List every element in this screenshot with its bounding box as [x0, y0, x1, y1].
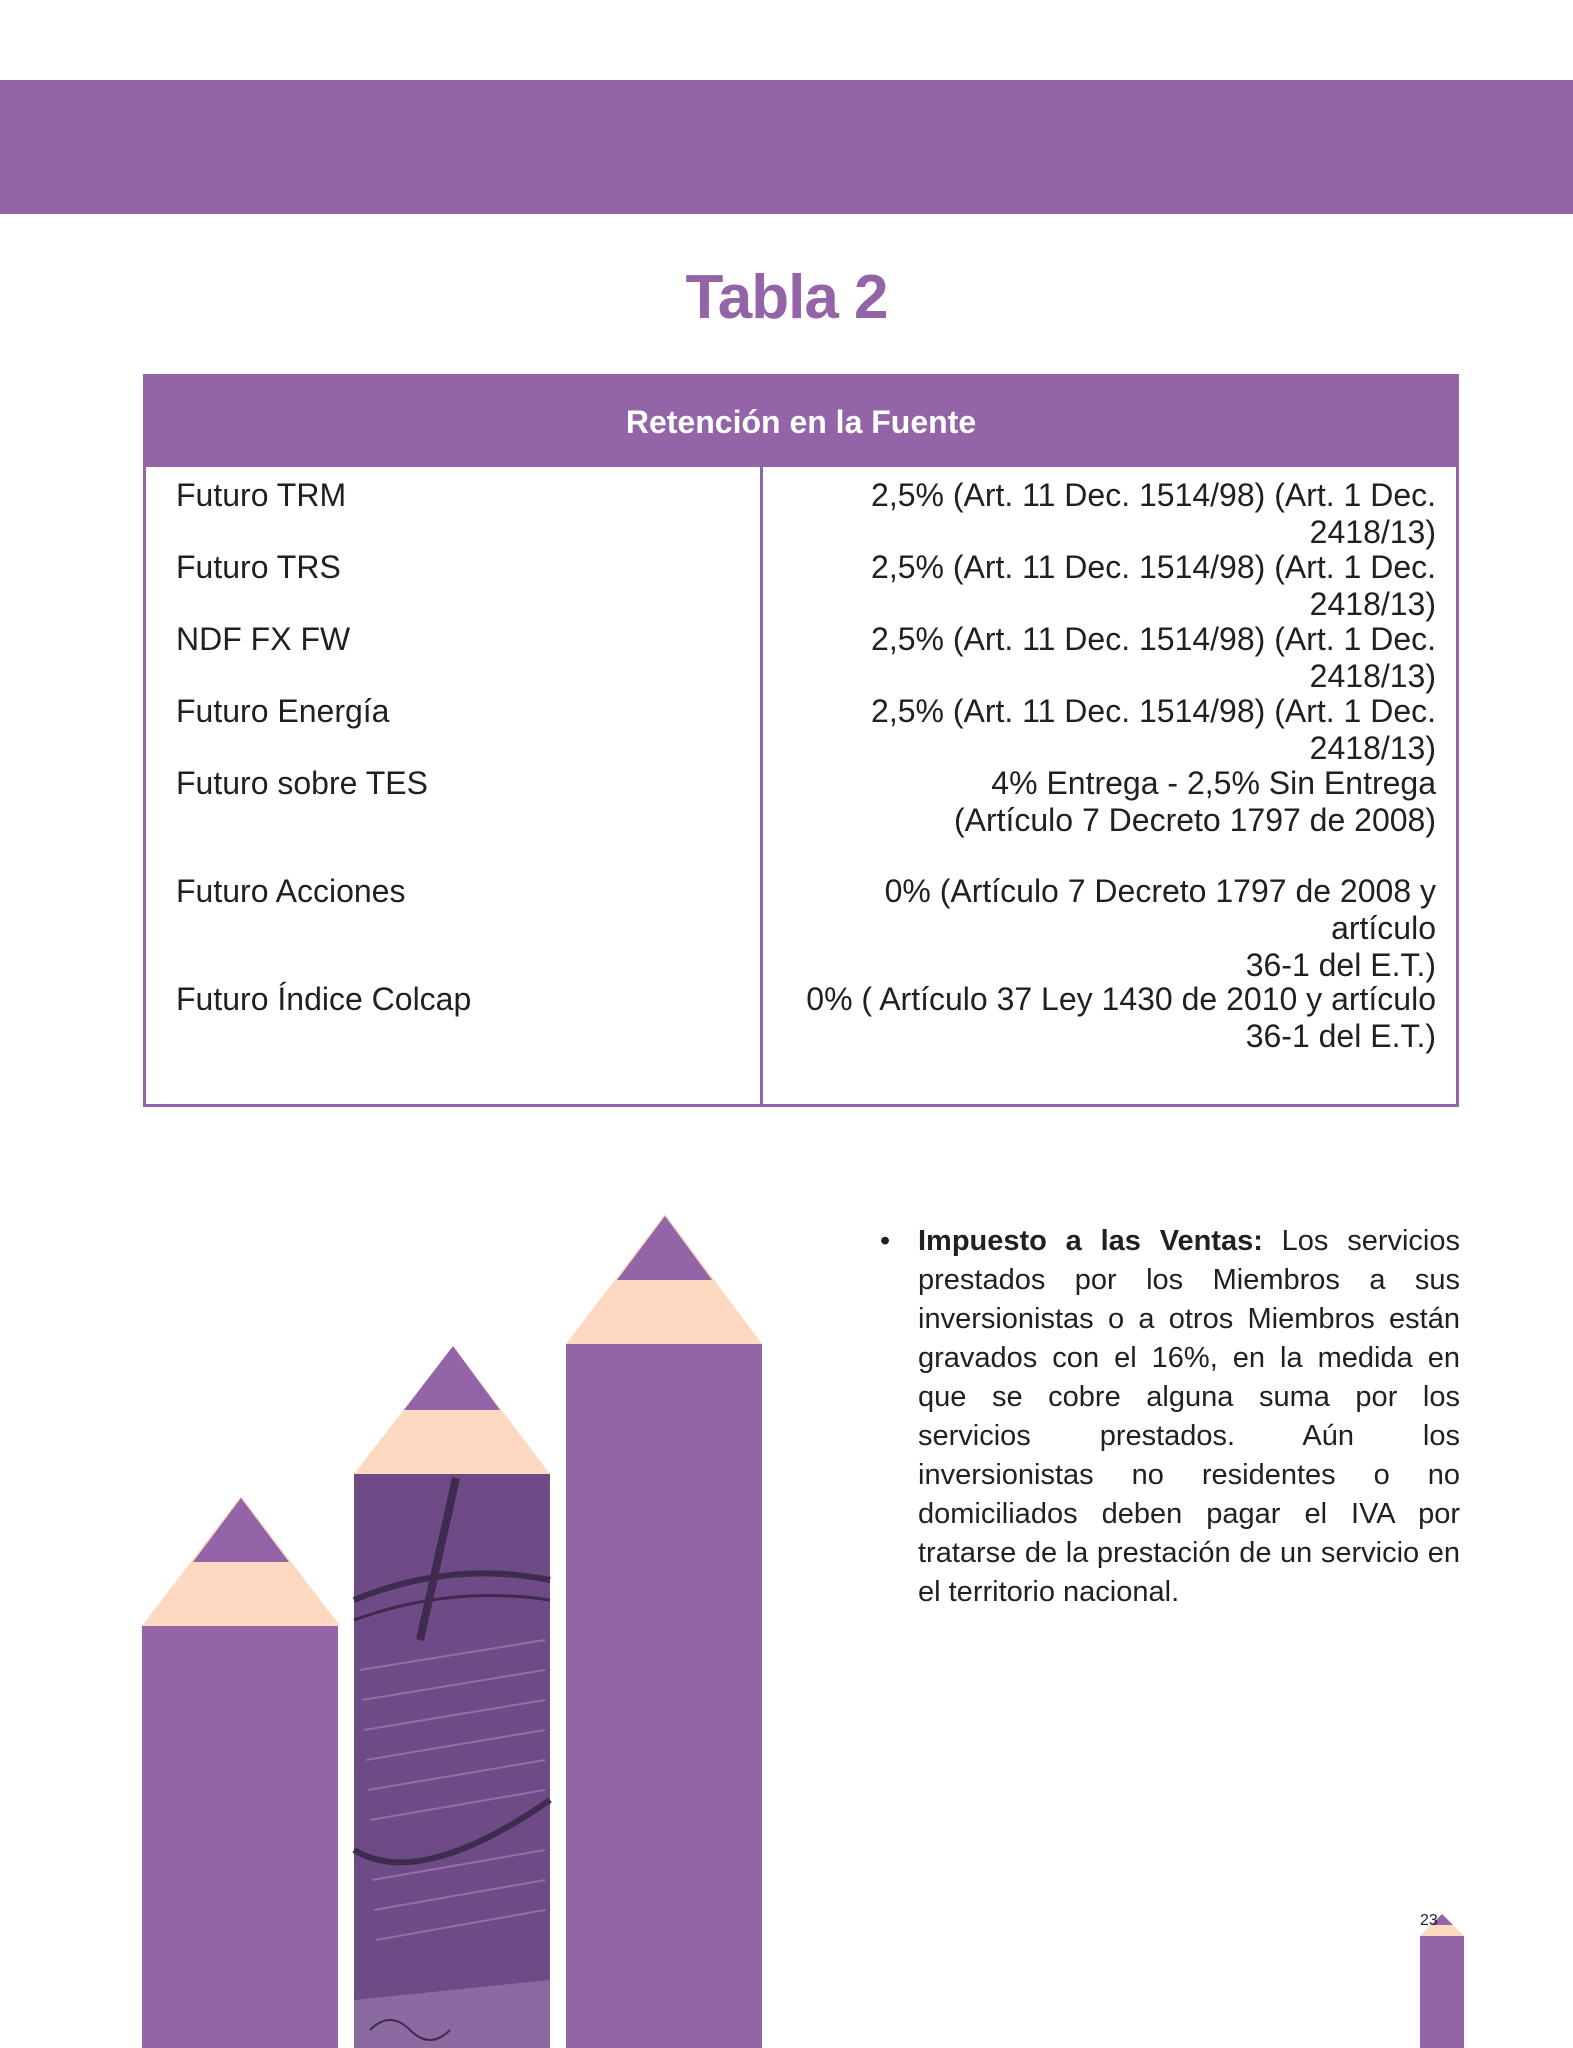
row-value: 0% ( Artículo 37 Ley 1430 de 2010 y artículo 36-1 del E.T.) — [806, 981, 1436, 1054]
bullet-heading: Impuesto a las Ventas: — [918, 1225, 1263, 1257]
row-value: 4% Entrega - 2,5% Sin Entrega (Artículo 7 Decreto 1797 de 2008) — [953, 765, 1436, 838]
row-label: Futuro Energía — [176, 693, 390, 729]
row-label: Futuro TRS — [176, 549, 341, 585]
bullet-body — [918, 1222, 1460, 1612]
row-value: 2,5% (Art. 11 Dec. 1514/98) (Art. 1 Dec. 2418/13) — [871, 477, 1436, 550]
row-label: Futuro TRM — [176, 477, 347, 513]
pencil-tall — [566, 1214, 762, 2048]
bullet-text: Los servicios prestados por los Miembros a sus inversionistas o a otros Miembros están gravados con el 16%, en la medida en que se cobre alguna suma por los servicios prestados. Aún los inversionistas no residentes o no domiciliados deben pagar el IVA por tratarse de la prestación de un servicio en el territorio nacional. — [918, 1225, 1460, 1608]
row-label: Futuro Índice Colcap — [176, 981, 472, 1017]
row-value: 0% (Artículo 7 Decreto 1797 de 2008 y artículo 36-1 del E.T.) — [884, 873, 1436, 983]
row-label: NDF FX FW — [176, 621, 351, 657]
row-value: 2,5% (Art. 11 Dec. 1514/98) (Art. 1 Dec. 2418/13) — [871, 549, 1436, 622]
pencil-photo — [354, 1346, 550, 2048]
table-header: Retención en la Fuente — [146, 377, 1456, 467]
page-title: Tabla 2 — [685, 263, 888, 332]
row-label: Futuro Acciones — [176, 873, 406, 909]
row-value: 2,5% (Art. 11 Dec. 1514/98) (Art. 1 Dec. 2418/13) — [871, 693, 1436, 766]
retention-table — [143, 374, 1459, 1107]
sales-tax-bullet — [880, 1222, 1460, 1612]
pencil-short — [142, 1496, 340, 2048]
pencils-illustration — [0, 1200, 780, 2048]
table-column-divider — [760, 467, 763, 1104]
row-label: Futuro sobre TES — [176, 765, 428, 801]
row-value: 2,5% (Art. 11 Dec. 1514/98) (Art. 1 Dec. 2418/13) — [871, 621, 1436, 694]
bullet-marker: • — [880, 1225, 891, 1257]
page-number: 23 — [1420, 1912, 1438, 1929]
header-band — [0, 80, 1573, 214]
